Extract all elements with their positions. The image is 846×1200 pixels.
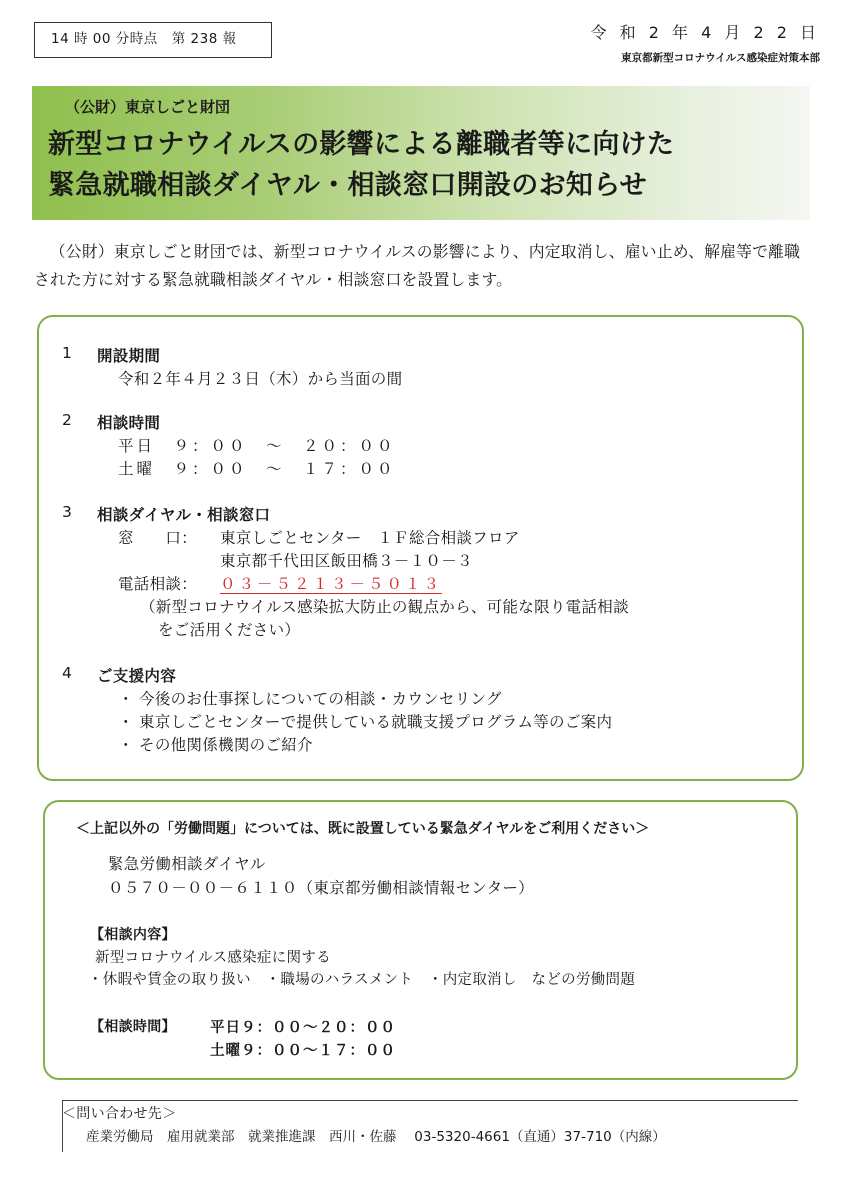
saturday-hours: 土曜 ９：００ ～ １７：００: [118, 460, 396, 478]
section-4-heading: ご支援内容: [97, 667, 177, 685]
issuer: 東京都新型コロナウイルス感染症対策本部: [621, 52, 820, 64]
section-1-heading: 開設期間: [97, 347, 161, 365]
consultation-hours-label: 【相談時間】: [90, 1019, 176, 1035]
section-2-number: 2: [62, 411, 73, 429]
consultation-content-line1: 新型コロナウイルス感染症に関する: [95, 950, 331, 966]
report-number-box: 14 時 00 分時点 第 238 報: [34, 22, 272, 58]
section-2-heading: 相談時間: [97, 414, 161, 432]
phone-note-line1: （新型コロナウイルス感染拡大防止の観点から、可能な限り電話相談: [140, 598, 629, 616]
window-address: 東京都千代田区飯田橋３－１０－３: [220, 552, 473, 570]
labor-weekday-hours: 平日９：００～２０：００: [210, 1020, 396, 1036]
consultation-content-label: 【相談内容】: [90, 927, 176, 943]
section-3-number: 3: [62, 503, 73, 521]
phone-label: 電話相談：: [118, 575, 198, 593]
labor-saturday-hours: 土曜９：００～１７：００: [210, 1043, 396, 1059]
labor-dial-name: 緊急労働相談ダイヤル: [108, 855, 266, 873]
section-1-period: 令和２年４月２３日（木）から当面の間: [118, 370, 403, 388]
phone-note-line2: をご活用ください）: [158, 621, 301, 639]
window-label: 窓 口：: [118, 529, 198, 547]
support-item: ・ 東京しごとセンターで提供している就職支援プログラム等のご案内: [118, 713, 613, 731]
contact-details: 産業労働局 雇用就業部 就業推進課 西川・佐藤 03-5320-4661（直通）37-710（内線）: [86, 1129, 666, 1145]
consultation-phone-number[interactable]: ０３－５２１３－５０１３: [220, 575, 443, 593]
section-3-heading: 相談ダイヤル・相談窓口: [97, 506, 271, 524]
section-4-number: 4: [62, 664, 73, 682]
section-1-number: 1: [62, 344, 73, 362]
page-title-line1: 新型コロナウイルスの影響による離職者等に向けた: [48, 129, 675, 160]
issue-date: 令 和 2 年 4 月 2 2 日: [590, 23, 820, 42]
support-item: ・ その他関係機関のご紹介: [118, 736, 313, 754]
contact-label: ＜問い合わせ先＞: [62, 1106, 177, 1122]
organization-name: （公財）東京しごと財団: [65, 98, 231, 116]
intro-paragraph: （公財）東京しごと財団では、新型コロナウイルスの影響により、内定取消し、雇い止め、解雇等で離職された方に対する緊急就職相談ダイヤル・相談窓口を設置します。: [34, 242, 801, 289]
weekday-hours: 平日 ９：００ ～ ２０：００: [118, 437, 396, 455]
support-item: ・ 今後のお仕事探しについての相談・カウンセリング: [118, 690, 502, 708]
labor-dial-heading: ＜上記以外の「労働問題」については、既に設置している緊急ダイヤルをご利用ください＞: [76, 821, 650, 837]
labor-dial-number[interactable]: ０５７０－００－６１１０（東京都労働相談情報センター）: [108, 879, 534, 897]
window-location: 東京しごとセンター １Ｆ総合相談フロア: [220, 529, 520, 547]
consultation-content-line2: ・休暇や賃金の取り扱い ・職場のハラスメント ・内定取消し などの労働問題: [88, 972, 636, 988]
page-title-line2: 緊急就職相談ダイヤル・相談窓口開設のお知らせ: [48, 170, 647, 201]
